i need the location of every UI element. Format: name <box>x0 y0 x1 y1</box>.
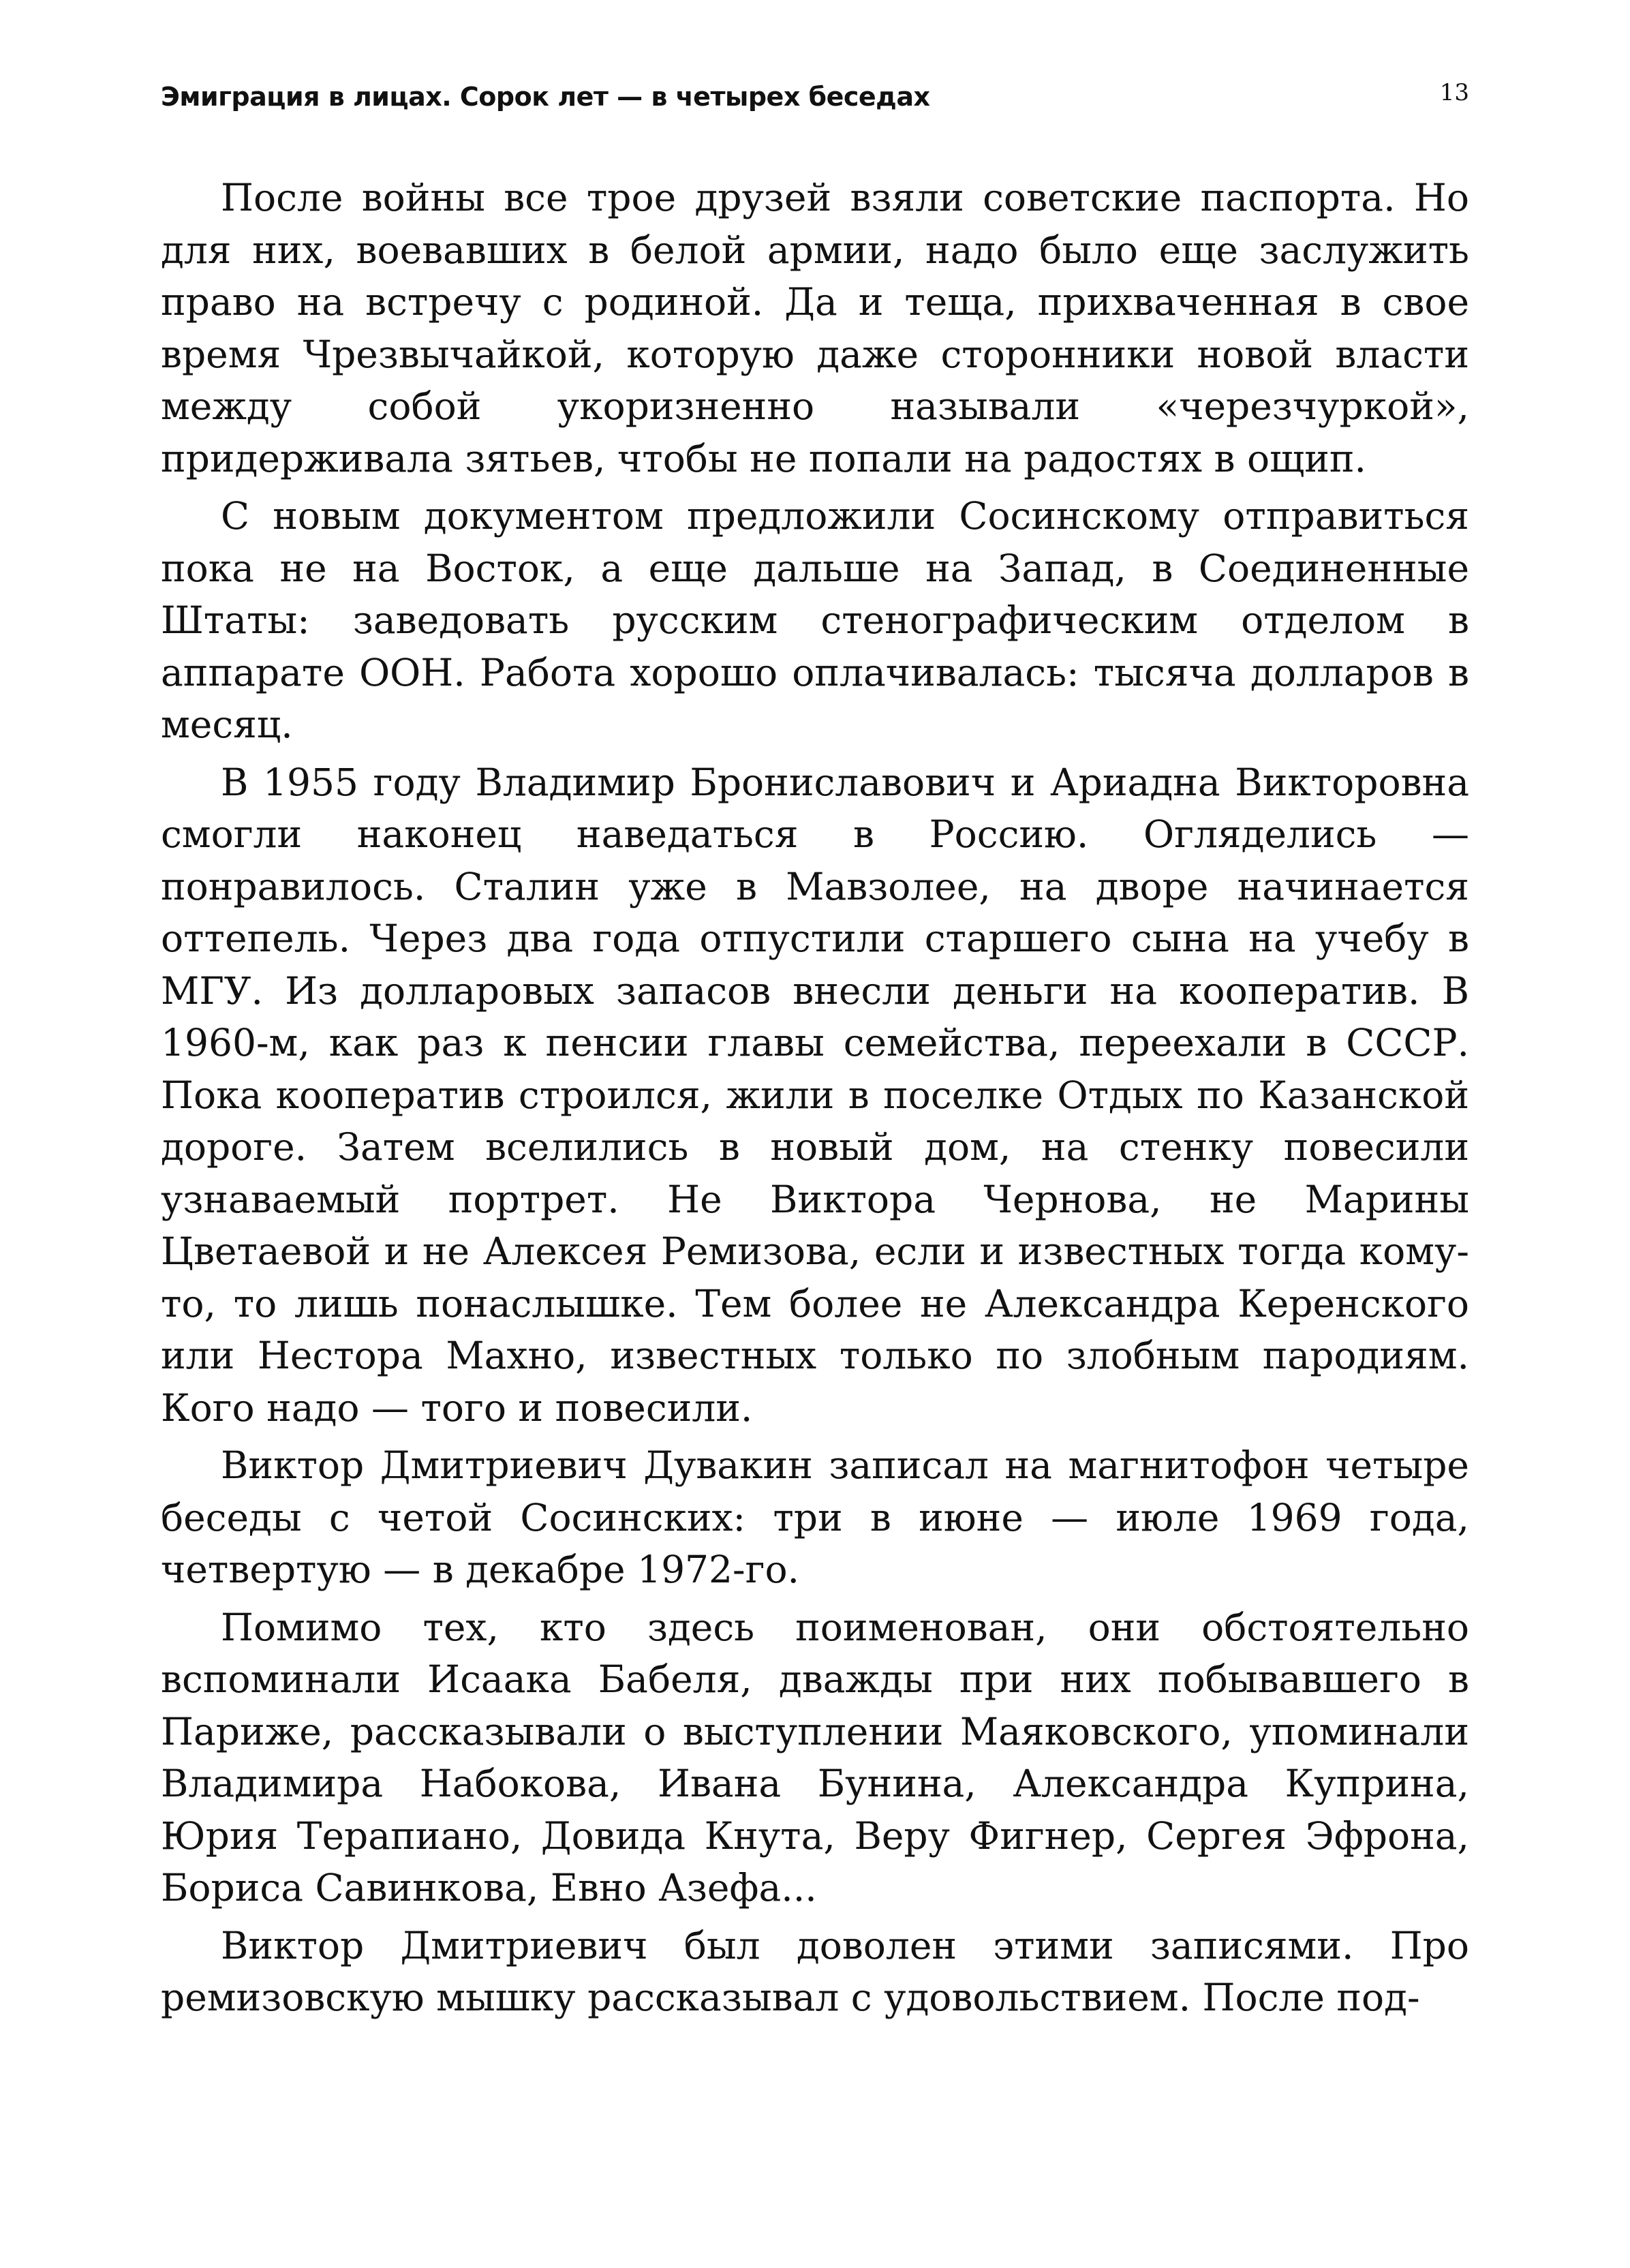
body-text <box>161 172 1469 2024</box>
page-number: 13 <box>1439 79 1469 106</box>
paragraph-2: С новым документом предложили Сосинскому отправиться пока не на Восток, а еще дальше на Запад, в Соединенные Штаты: заведовать русским стенографическим отделом в аппарате ООН. Работа хорошо оплачивалась: тысяча долларов в месяц. <box>161 494 1469 746</box>
paragraph-3: В 1955 году Владимир Брониславович и Ариадна Викторовна смогли наконец наведаться в Россию. Огляделись — понравилось. Сталин уже в Мавзолее, на дворе начинается оттепель. Через два года отпустили старшего сына на учебу в МГУ. Из долларовых запасов внесли деньги на кооператив. В 1960-м, как раз к пенсии главы семейства, переехали в СССР. Пока кооператив строился, жили в поселке Отдых по Казанской дороге. Затем вселились в новый дом, на стенку повесили узнаваемый портрет. Не Виктора Чернова, не Марины Цветаевой и не Алексея Ремизова, если и известных тогда кому-то, то лишь понаслышке. Тем более не Александра Керенского или Нестора Махно, известных только по злобным пародиям. Кого надо — того и повесили. <box>161 760 1469 1430</box>
paragraph-5: Помимо тех, кто здесь поименован, они обстоятельно вспоминали Исаака Бабеля, дважды при них побывавшего в Париже, рассказывали о выступлении Маяковского, упоминали Владимира Набокова, Ивана Бунина, Александра Куприна, Юрия Терапиано, Довида Кнута, Веру Фигнер, Сергея Эфрона, Бориса Савинкова, Евно Азефа... <box>161 1605 1469 1910</box>
paragraph-4: Виктор Дмитриевич Дувакин записал на магнитофон четыре беседы с четой Сосинских: три в июне — июле 1969 года, четвертую — в декабре 1972-го. <box>161 1443 1469 1591</box>
paragraph-6: Виктор Дмитриевич был доволен этими записями. Про ремизовскую мышку рассказывал с удовольствием. После под- <box>161 1923 1469 2019</box>
running-header <box>161 76 1469 117</box>
running-title: Эмиграция в лицах. Сорок лет — в четырех беседах <box>161 82 930 112</box>
paragraph-1: После войны все трое друзей взяли советские паспорта. Но для них, воевавших в белой армии, надо было еще заслужить право на встречу с родиной. Да и теща, прихваченная в свое время Чрезвычайкой, которую даже сторонники новой власти между собой укоризненно называли «черезчуркой», придерживала зятьев, чтобы не попали на радостях в ощип. <box>161 176 1469 480</box>
